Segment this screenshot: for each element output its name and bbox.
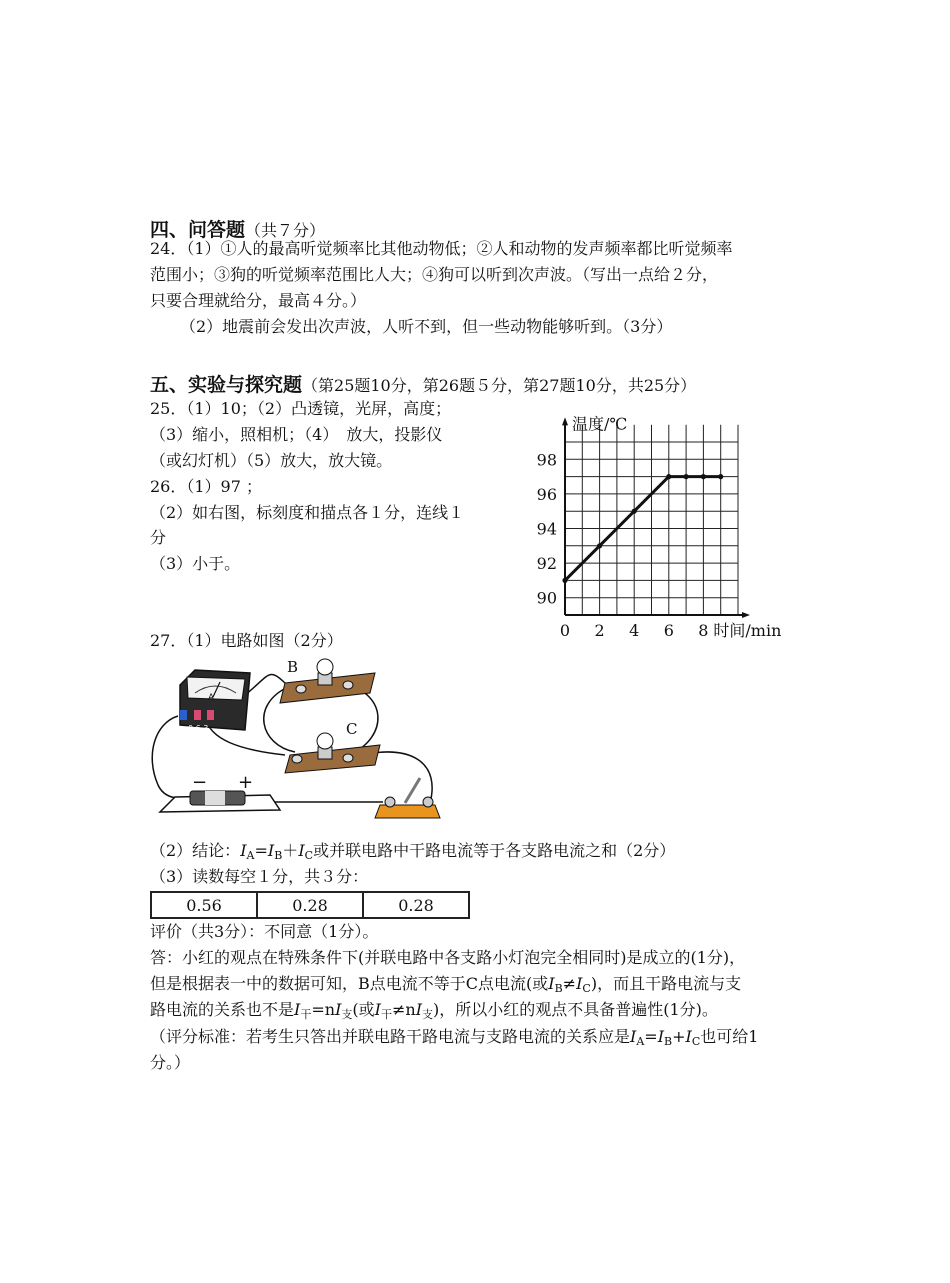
answer-sub-gan: 干 (300, 1008, 312, 1021)
bulb-c-label: C (346, 720, 358, 738)
data-point (684, 474, 689, 479)
scoring-eq: = (644, 1027, 658, 1046)
bulb-c (285, 733, 380, 773)
answer-line-3-a: 路电流的关系也不是 (150, 1000, 295, 1019)
ammeter (180, 670, 250, 733)
scoring-ib-sub: B (664, 1035, 673, 1048)
data-point (666, 474, 671, 479)
readings-label: （3）读数每空１分，共３分： (150, 867, 369, 886)
answer-ic: I (576, 974, 583, 993)
section4-title: 四、问答题 (150, 219, 246, 241)
answer-neq: ≠ (562, 974, 577, 993)
data-point (701, 474, 706, 479)
reading-cell: 0.28 (363, 892, 469, 918)
readings-table (150, 891, 470, 919)
y-axis-arrow (562, 417, 568, 425)
conclusion-suffix: 或并联电路中干路电流等于各支路电流之和（2分） (313, 841, 676, 860)
q26-line-4: （3）小于。 (150, 554, 241, 573)
section5-title: 五、实验与探究题 (150, 374, 303, 396)
section5-points: （第25题10分，第26题５分，第27题10分，共25分） (302, 376, 697, 395)
battery (160, 791, 280, 812)
answer-ib-sub: B (554, 982, 563, 995)
q24-line-4: （2）地震前会发出次声波，人听不到，但一些动物能够听到。（3分） (180, 317, 673, 336)
answer-line-3-c: )，所以小红的观点不具备普遍性(1分)。 (433, 1000, 718, 1019)
answer-i-zhi-2: I (415, 1000, 423, 1019)
scoring-line-2: 分。） (150, 1053, 191, 1072)
scoring-plus: + (672, 1027, 686, 1046)
y-tick-label: 98 (536, 450, 557, 470)
wire (152, 716, 190, 798)
scoring-ic: I (685, 1027, 692, 1046)
conclusion-ia: I (240, 841, 247, 860)
conclusion-line (150, 841, 675, 866)
circuit-diagram (150, 655, 450, 825)
scoring-ia: I (630, 1027, 637, 1046)
answer-line-2 (150, 974, 741, 999)
answer-ic-sub: C (582, 982, 591, 995)
x-axis-arrow (742, 612, 750, 618)
section4-points: （共７分） (245, 221, 326, 240)
conclusion-ia-sub: A (246, 849, 255, 862)
y-tick-label: 96 (536, 484, 557, 504)
q25-line-1: 25．（1）10；（2）凸透镜，光屏，高度； (150, 399, 452, 418)
data-point (718, 474, 723, 479)
bulb-b-label: B (287, 658, 299, 676)
answer-ib: I (548, 974, 555, 993)
q24-line-2: 范围小；③狗的听觉频率范围比人大；④狗可以听到次声波。（写出一点给２分， (150, 265, 719, 284)
answer-line-2-a: 但是根据表一中的数据可知，B点电流不等于C点电流(或 (150, 974, 549, 993)
q26-line-1: 26．（1）97 ； (150, 477, 262, 496)
data-point (562, 578, 567, 583)
evaluation: 评价（共3分）：不同意（1分）。 (150, 922, 379, 941)
y-tick-label: 94 (536, 519, 557, 539)
answer-sub-gan-2: 干 (380, 1008, 392, 1021)
data-point (597, 543, 602, 548)
scoring-tail: 也可给1 (700, 1027, 759, 1046)
answer-line-1: 答：小红的观点在特殊条件下(并联电路中各支路小灯泡完全相同时)是成立的(1分)， (150, 948, 746, 967)
ammeter-unit: A (208, 693, 215, 703)
x-tick-label: 2 (594, 621, 605, 640)
scoring-text: （评分标准：若考生只答出并联电路干路电流与支路电流的关系应是 (150, 1027, 631, 1046)
conclusion-ib-sub: B (274, 849, 283, 862)
y-tick-labels (537, 450, 557, 607)
section4-heading (150, 215, 325, 242)
answer-neq-n: ≠n (391, 1000, 416, 1019)
section5-heading (150, 370, 696, 397)
answer-i-gan: I (294, 1000, 301, 1019)
conclusion-ic: I (298, 841, 305, 860)
scoring-ib: I (657, 1027, 665, 1046)
answer-i-zhi: I (335, 1000, 342, 1019)
scoring-ia-sub: A (636, 1035, 645, 1048)
conclusion-ib: I (267, 841, 275, 860)
x-tick-labels (560, 621, 709, 640)
answer-i-gan-2: I (374, 1000, 381, 1019)
q26-line-3: 分 (150, 528, 167, 547)
temperature-chart (530, 400, 820, 645)
answer-sub-zhi-2: 支 (422, 1008, 434, 1021)
x-tick-label: 8 (698, 621, 709, 640)
q24-line-1: 24．（1）①人的最高听觉频率比其他动物低；②人和动物的发声频率都比听觉频率 (150, 239, 733, 258)
conclusion-ic-sub: C (304, 849, 314, 862)
scoring-ic-sub: C (691, 1035, 701, 1048)
q25-line-3: （或幻灯机）（5）放大，放大镜。 (150, 451, 393, 470)
answer-line-3-b: (或 (352, 1000, 375, 1019)
x-tick-label: 4 (629, 621, 640, 640)
q26-line-2: （2）如右图，标刻度和描点各１分，连线１ (150, 503, 465, 522)
q27-title: 27．（1）电路如图（2分） (150, 631, 343, 650)
conclusion-eq: = (254, 841, 268, 860)
y-axis-label: 温度/℃ (572, 414, 628, 434)
ammeter-terminals: 0.6 3 (188, 724, 209, 733)
data-point (632, 509, 637, 514)
x-tick-label: 0 (559, 621, 571, 640)
answer-sub-zhi: 支 (341, 1008, 353, 1021)
y-tick-label: 92 (536, 554, 557, 574)
battery-minus: − (192, 772, 208, 793)
conclusion-prefix: （2）结论： (150, 841, 241, 860)
answer-line-3 (150, 1000, 718, 1025)
table-row (151, 892, 469, 918)
q24-line-3: 只要合理就给分，最高４分。） (150, 291, 367, 310)
reading-cell: 0.56 (151, 892, 257, 918)
battery-plus: + (238, 772, 254, 793)
reading-cell: 0.28 (257, 892, 363, 918)
conclusion-plus: ＋ (282, 841, 299, 860)
chart-grid (565, 425, 738, 615)
answer-eq-n: =n (311, 1000, 336, 1019)
x-tick-label: 6 (663, 621, 674, 640)
answer-line-2-c: )，而且干路电流与支 (590, 974, 742, 993)
switch (375, 778, 440, 818)
q25-line-2: （3）缩小，照相机；（4） 放大，投影仪 (150, 425, 443, 444)
x-axis-label: 时间/min (713, 621, 782, 640)
y-tick-label: 90 (536, 588, 557, 608)
scoring-line-1 (150, 1027, 758, 1052)
